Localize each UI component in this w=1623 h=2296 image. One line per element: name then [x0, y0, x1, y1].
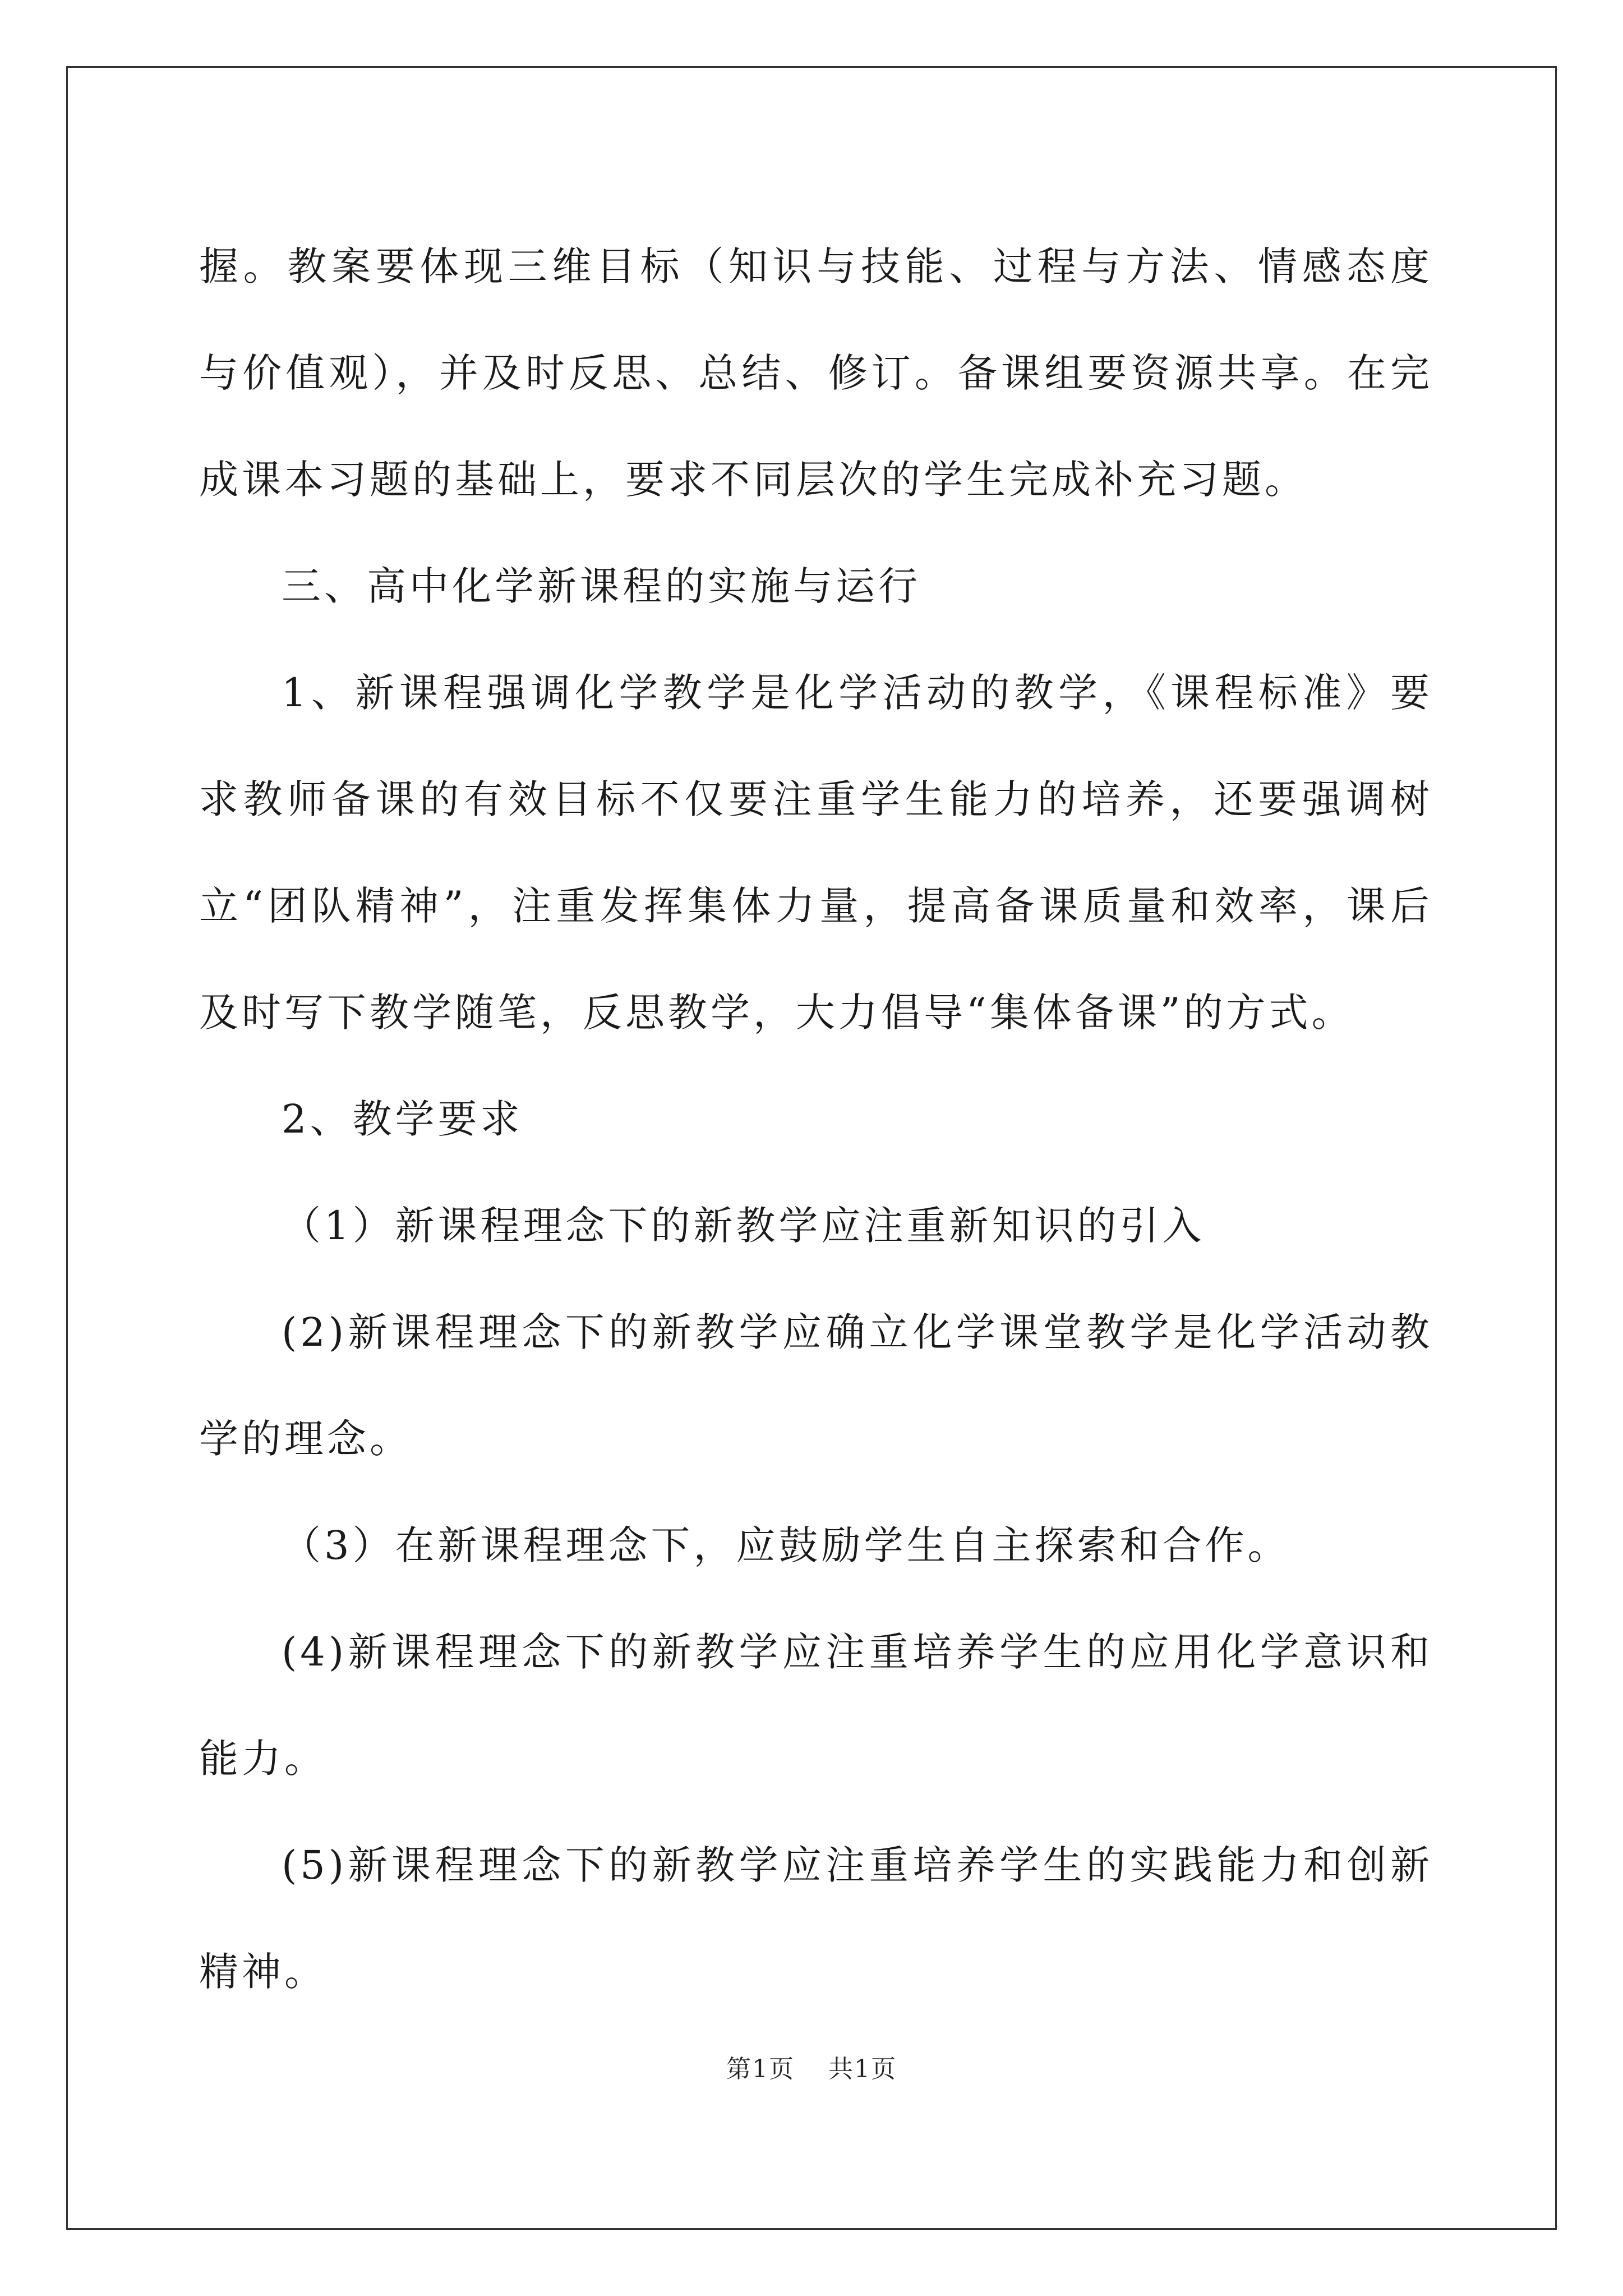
list-item-1: （1）新课程理念下的新教学应注重新知识的引入	[282, 1203, 1205, 1249]
document-body	[199, 213, 1433, 2025]
list-item-3: （3）在新课程理念下，应鼓励学生自主探索和合作。	[282, 1522, 1290, 1568]
page-total: 共1页	[828, 2055, 897, 2083]
paragraph-item-2: 2、教学要求	[282, 1096, 523, 1142]
paragraph-item-1: 1、新课程强调化学教学是化学活动的教学，《课程标准》要求教师备课的有效目标不仅要注重学生能力的培养，还要强调树立“团队精神”，注重发挥集体力量，提高备课质量和效率，课后及时写下教学随笔，反思教学，大力倡导“集体备课”的方式。	[199, 670, 1433, 1036]
list-item-5: (5)新课程理念下的新教学应注重培养学生的实践能力和创新精神。	[199, 1842, 1433, 1995]
page-footer	[0, 2049, 1623, 2085]
list-item-4: (4)新课程理念下的新教学应注重培养学生的应用化学意识和能力。	[199, 1629, 1433, 1782]
page-number: 第1页	[726, 2055, 795, 2083]
paragraph-continuation: 握。教案要体现三维目标（知识与技能、过程与方法、情感态度与价值观），并及时反思、总结、修订。备课组要资源共享。在完成课本习题的基础上，要求不同层次的学生完成补充习题。	[199, 243, 1433, 503]
section-heading-3: 三、高中化学新课程的实施与运行	[282, 563, 921, 609]
list-item-2: (2)新课程理念下的新教学应确立化学课堂教学是化学活动教学的理念。	[199, 1309, 1433, 1462]
